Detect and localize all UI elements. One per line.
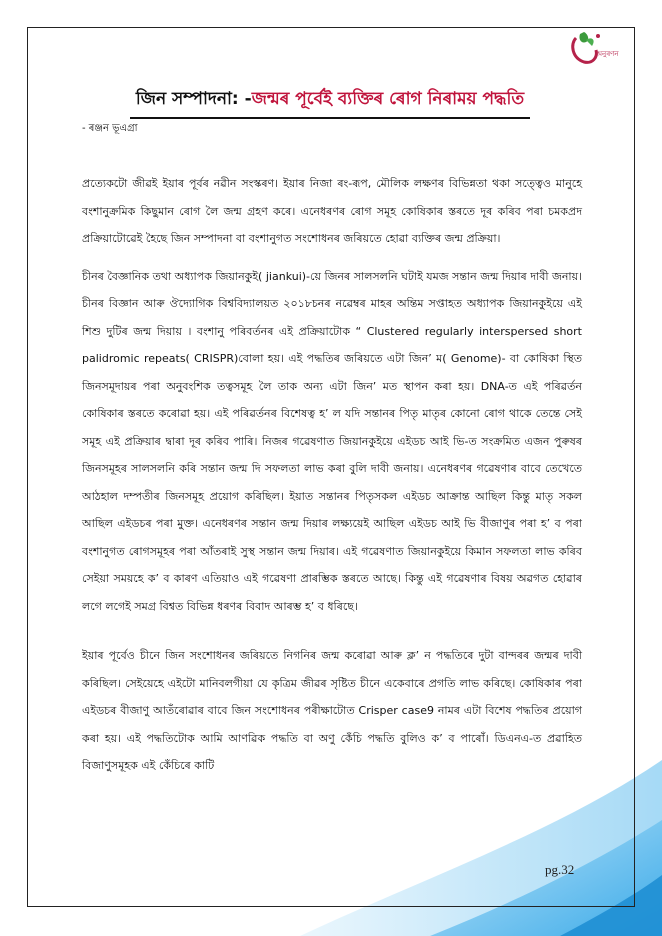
- paragraph-2: চীনৰ বৈজ্ঞানিক তথা অধ্যাপক জিয়ানকুই( jiankui)-য়ে জিনৰ সালসলনি ঘটাই যমজ সন্তান জন্ম দিয়াৰ দাবী জনায়। চীনৰ বিজ্ঞান আৰু ঔদ্যোগিক বিশ্ববিদ্যালয়ত ২০১৮চনৰ নৱেম্বৰ মাহৰ অন্তিম সপ্তাহত অধ্যাপক জিয়ানকুইয়ে এই শিশু দুটিৰ জন্ম দিয়ায় । বংশানু পৰিবৰ্তনৰ এই প্ৰক্ৰিয়াটোক “ Clustered regularly interspersed short palidromic repeats( CRISPR)বোলা হয়। এই পদ্ধতিৰ জৰিয়তে এটা জিন’ ম( Genome)- বা কোষিকা স্থিত জিনসমূদায়ৰ পৰা অনুবংশিক তত্বসমূহ লৈ তাক অন্য এটা জিন’ মত স্থাপন কৰা হয়। DNA-ত এই পৰিৱৰ্তন কোষিকাৰ স্তৰতে কৰোৱা হয়। এই পৰিৱৰ্তনৰ বিশেষত্ব হ’ ল যদি সন্তানৰ পিতৃ মাতৃৰ কোনো ৰোগ থাকে তেন্তে সেই সমূহ এই প্ৰক্ৰিয়াৰ দ্বাৰা দূৰ কৰিব পাৰি। নিজৰ গৱেষণাত জিয়ানকুইয়ে এইডচ আই ভি-ত সংক্ৰমিত এজন পুৰুষৰ জিনসমূহৰ সালসলনি কৰি সন্তান জন্ম দি সফলতা লাভ কৰা বুলি দাবী জনায়। এনেধৰণৰ গৱেষণাৰ বাবে তেখেতে আঠহাল দম্পতীৰ জিনসমূহ প্ৰয়োগ কৰিছিল। ইয়াত সন্তানৰ পিতৃসকল এইডচ আক্ৰান্ত আছিল কিন্তু মাতৃ সকল আছিল এইডচৰ পৰা মুক্ত। এনেধৰণৰ সন্তান জন্ম দিয়াৰ লক্ষ্যয়েই আছিল এইডচ আই ভি বীজাণুৰ পৰা হ’ ব পৰা বংশানুগত ৰোগসমূহৰ পৰা আঁতৰাই সুস্থ সন্তান জন্ম দিয়াৰ। এই গৱেষণাত জিয়ানকুইয়ে কিমান সফলতা লাভ কৰিব সেইয়া সময়হে ক’ ব কাৰণ এতিয়াও এই গৱেষণা প্ৰাৰম্ভিক স্তৰতে আছে। কিন্তু এই গৱেষণাৰ বিষয় অৱগত হোৱাৰ লগে লগেই সমগ্ৰ বিশ্বত বিভিন্ন ধৰণৰ বিবাদ আৰম্ভ হ’ ব ধৰিছে।: [82, 269, 582, 613]
- paragraph-1: প্ৰত্যেকটো জীৱই ইয়াৰ পূৰ্বৰ নৱীন সংস্কৰণ। ইয়াৰ নিজা ৰং-ৰূপ, মৌলিক লক্ষণৰ বিভিন্নতা থকা সত্ত্বেও মানুহে বংশানুক্ৰমিক কিছুমান ৰোগ লৈ জন্ম গ্ৰহণ কৰে। এনেধৰণৰ ৰোগ সমূহ কোষিকাৰ স্তৰতে দূৰ কৰিব পৰা চমকপ্ৰদ প্ৰক্ৰিয়াটোৱেই হৈছে জিন সম্পাদনা বা বংশানুগত সংশোধনৰ জৰিয়তে হোৱা ব্যক্তিৰ জন্ম প্ৰক্ৰিয়া।: [82, 177, 582, 245]
- article-title-main: জন্মৰ পূৰ্বেই ব্যক্তিৰ ৰোগ নিৰাময় পদ্ধতি: [251, 89, 525, 109]
- article-title-container: [80, 84, 580, 119]
- article-title: [130, 84, 530, 119]
- magazine-logo-text: অনুৰণন: [596, 50, 619, 58]
- paragraph-3: ইয়াৰ পূৰ্বেও চীনে জিন সংশোধনৰ জৰিয়তে নিগনিৰ জন্ম কৰোৱা আৰু ক্ল’ ন পদ্ধতিৰে দুটা বান্দৰৰ জন্মৰ দাবী কৰিছিল। সেইয়েহে এইটো মানিবলগীয়া যে কৃত্ৰিম জীৱৰ সৃষ্টিত চীনে একেবাৰে প্ৰগতি লাভ কৰিছে। কোষিকাৰ পৰা এইডচৰ বীজাণু আতঁৰোৱাৰ বাবে জিন সংশোধনৰ পৰীক্ষাটোত Crisper case9 নামৰ এটা বিশেষ পদ্ধতিৰ প্ৰয়োগ কৰা হয়। এই পদ্ধতিটোক আমি আণৱিক পদ্ধতি বা অণু কেঁচি পদ্ধতি বুলিও ক’ ব পাৰোঁ। ডিএনএ-ত প্ৰৱাহিত বিজাণুসমূহক এই কেঁচিৰে কাটি: [82, 649, 582, 772]
- page-number: pg.32: [545, 862, 575, 877]
- article-title-prefix: জিন সম্পাদনা: -: [135, 89, 252, 109]
- article-author: - ৰঞ্জন ভূএগ্ৰা: [82, 123, 138, 134]
- article-body: [82, 170, 582, 790]
